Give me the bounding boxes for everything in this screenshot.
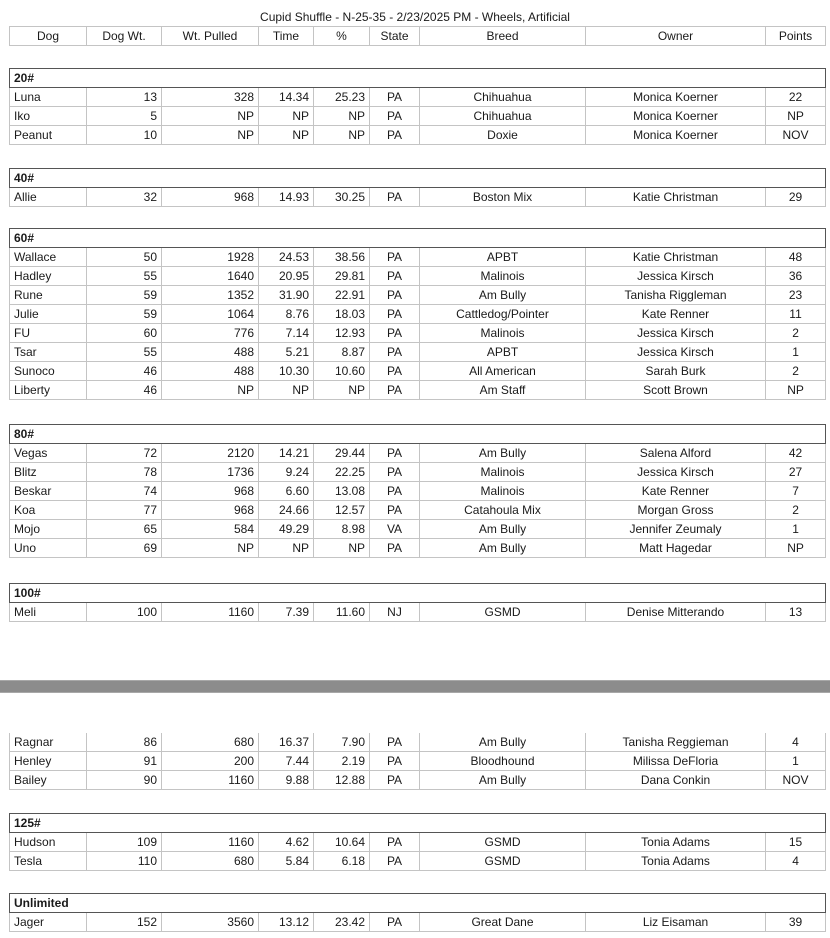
cell-breed: Bloodhound <box>420 752 586 771</box>
cell-points: 42 <box>766 444 826 463</box>
cell-time: 5.21 <box>259 343 314 362</box>
cell-state: PA <box>370 362 420 381</box>
cell-time: NP <box>259 381 314 400</box>
cell-weight-pulled: 1352 <box>162 286 259 305</box>
cell-state: PA <box>370 324 420 343</box>
cell-dog-weight: 72 <box>87 444 162 463</box>
cell-percent: 2.19 <box>314 752 370 771</box>
cell-points: 1 <box>766 343 826 362</box>
cell-points: NOV <box>766 126 826 145</box>
cell-time: NP <box>259 107 314 126</box>
cell-breed: Am Bully <box>420 539 586 558</box>
cell-owner: Monica Koerner <box>586 126 766 145</box>
cell-breed: GSMD <box>420 852 586 871</box>
cell-dog: Hadley <box>10 267 87 286</box>
cell-points: 1 <box>766 520 826 539</box>
cell-state: PA <box>370 463 420 482</box>
weight-class-table <box>9 813 826 871</box>
col-header-state: State <box>370 27 420 46</box>
cell-breed: Malinois <box>420 324 586 343</box>
page-break-divider <box>0 680 830 693</box>
cell-points: NP <box>766 107 826 126</box>
cell-time: 13.12 <box>259 913 314 932</box>
cell-owner: Tanisha Reggieman <box>586 733 766 752</box>
cell-time: 14.93 <box>259 188 314 207</box>
cell-weight-pulled: 1928 <box>162 248 259 267</box>
cell-time: 24.53 <box>259 248 314 267</box>
col-header-time: Time <box>259 27 314 46</box>
dog-result-row <box>10 852 826 871</box>
cell-breed: Malinois <box>420 482 586 501</box>
cell-time: 9.24 <box>259 463 314 482</box>
cell-percent: 8.87 <box>314 343 370 362</box>
cell-dog: Henley <box>10 752 87 771</box>
dog-result-row <box>10 343 826 362</box>
cell-points: 2 <box>766 324 826 343</box>
cell-dog-weight: 50 <box>87 248 162 267</box>
cell-dog-weight: 60 <box>87 324 162 343</box>
cell-weight-pulled: 680 <box>162 733 259 752</box>
cell-weight-pulled: 1160 <box>162 833 259 852</box>
cell-points: 11 <box>766 305 826 324</box>
weight-class-header-row <box>10 894 826 913</box>
cell-dog-weight: 91 <box>87 752 162 771</box>
cell-owner: Matt Hagedar <box>586 539 766 558</box>
weight-class-header-row <box>10 229 826 248</box>
cell-percent: 12.57 <box>314 501 370 520</box>
cell-owner: Sarah Burk <box>586 362 766 381</box>
cell-points: 15 <box>766 833 826 852</box>
cell-owner: Liz Eisaman <box>586 913 766 932</box>
cell-points: 13 <box>766 603 826 622</box>
cell-breed: Am Bully <box>420 771 586 790</box>
cell-points: 2 <box>766 501 826 520</box>
cell-breed: GSMD <box>420 833 586 852</box>
cell-dog-weight: 5 <box>87 107 162 126</box>
cell-points: 7 <box>766 482 826 501</box>
weight-class-label: 80# <box>10 425 826 444</box>
results-title: Cupid Shuffle - N-25-35 - 2/23/2025 PM - Wheels, Artificial <box>260 10 570 24</box>
cell-dog: Iko <box>10 107 87 126</box>
cell-weight-pulled: 328 <box>162 88 259 107</box>
cell-state: PA <box>370 267 420 286</box>
cell-owner: Milissa DeFloria <box>586 752 766 771</box>
cell-dog: Liberty <box>10 381 87 400</box>
weight-class-label: 20# <box>10 69 826 88</box>
dog-result-row <box>10 305 826 324</box>
dog-result-row <box>10 381 826 400</box>
cell-dog-weight: 86 <box>87 733 162 752</box>
weight-class-table <box>9 168 826 207</box>
cell-percent: 29.44 <box>314 444 370 463</box>
cell-weight-pulled: 1160 <box>162 771 259 790</box>
cell-dog: Bailey <box>10 771 87 790</box>
cell-dog: Uno <box>10 539 87 558</box>
cell-weight-pulled: 2120 <box>162 444 259 463</box>
cell-breed: APBT <box>420 248 586 267</box>
cell-state: PA <box>370 88 420 107</box>
cell-state: PA <box>370 733 420 752</box>
cell-dog-weight: 65 <box>87 520 162 539</box>
cell-dog: Allie <box>10 188 87 207</box>
cell-points: 4 <box>766 733 826 752</box>
cell-weight-pulled: 584 <box>162 520 259 539</box>
cell-state: PA <box>370 305 420 324</box>
cell-time: 14.21 <box>259 444 314 463</box>
dog-result-row <box>10 444 826 463</box>
cell-points: 23 <box>766 286 826 305</box>
cell-percent: 23.42 <box>314 913 370 932</box>
cell-weight-pulled: 776 <box>162 324 259 343</box>
cell-dog-weight: 46 <box>87 381 162 400</box>
cell-percent: NP <box>314 107 370 126</box>
cell-dog-weight: 110 <box>87 852 162 871</box>
cell-dog: Hudson <box>10 833 87 852</box>
cell-dog: Blitz <box>10 463 87 482</box>
dog-result-row <box>10 188 826 207</box>
weight-class-label: 60# <box>10 229 826 248</box>
col-header-points: Points <box>766 27 826 46</box>
cell-breed: APBT <box>420 343 586 362</box>
cell-percent: 10.60 <box>314 362 370 381</box>
column-header-table <box>9 26 826 46</box>
dog-result-row <box>10 771 826 790</box>
dog-result-row <box>10 913 826 932</box>
cell-dog-weight: 78 <box>87 463 162 482</box>
cell-time: NP <box>259 539 314 558</box>
cell-points: 36 <box>766 267 826 286</box>
cell-breed: Am Bully <box>420 286 586 305</box>
cell-percent: 38.56 <box>314 248 370 267</box>
cell-breed: All American <box>420 362 586 381</box>
cell-breed: Am Bully <box>420 520 586 539</box>
cell-dog-weight: 77 <box>87 501 162 520</box>
cell-dog-weight: 55 <box>87 343 162 362</box>
dog-result-row <box>10 520 826 539</box>
weight-class-header-row <box>10 425 826 444</box>
cell-breed: GSMD <box>420 603 586 622</box>
cell-percent: NP <box>314 381 370 400</box>
cell-owner: Jessica Kirsch <box>586 463 766 482</box>
cell-breed: Chihuahua <box>420 107 586 126</box>
weight-class-table <box>9 893 826 932</box>
cell-dog: Julie <box>10 305 87 324</box>
cell-state: PA <box>370 482 420 501</box>
dog-result-row <box>10 362 826 381</box>
cell-dog: Mojo <box>10 520 87 539</box>
cell-state: PA <box>370 852 420 871</box>
cell-owner: Katie Christman <box>586 188 766 207</box>
weight-class-header-row <box>10 69 826 88</box>
cell-breed: Malinois <box>420 267 586 286</box>
cell-weight-pulled: 968 <box>162 501 259 520</box>
cell-time: 8.76 <box>259 305 314 324</box>
cell-time: 49.29 <box>259 520 314 539</box>
cell-time: 7.44 <box>259 752 314 771</box>
cell-owner: Tanisha Riggleman <box>586 286 766 305</box>
cell-owner: Jennifer Zeumaly <box>586 520 766 539</box>
cell-time: 16.37 <box>259 733 314 752</box>
cell-owner: Kate Renner <box>586 305 766 324</box>
cell-state: PA <box>370 501 420 520</box>
dog-result-row <box>10 267 826 286</box>
cell-percent: 30.25 <box>314 188 370 207</box>
cell-dog-weight: 46 <box>87 362 162 381</box>
dog-result-row <box>10 501 826 520</box>
cell-state: PA <box>370 343 420 362</box>
cell-state: PA <box>370 248 420 267</box>
dog-result-row <box>10 603 826 622</box>
cell-state: PA <box>370 381 420 400</box>
cell-owner: Scott Brown <box>586 381 766 400</box>
cell-time: 4.62 <box>259 833 314 852</box>
cell-percent: 7.90 <box>314 733 370 752</box>
continued-results-table <box>9 733 826 790</box>
cell-time: 10.30 <box>259 362 314 381</box>
cell-points: 29 <box>766 188 826 207</box>
cell-points: NOV <box>766 771 826 790</box>
dog-result-row <box>10 126 826 145</box>
cell-breed: Malinois <box>420 463 586 482</box>
cell-weight-pulled: 3560 <box>162 913 259 932</box>
cell-points: 48 <box>766 248 826 267</box>
cell-dog: Jager <box>10 913 87 932</box>
cell-weight-pulled: 1640 <box>162 267 259 286</box>
cell-weight-pulled: 968 <box>162 188 259 207</box>
cell-time: NP <box>259 126 314 145</box>
cell-dog: Sunoco <box>10 362 87 381</box>
dog-result-row <box>10 88 826 107</box>
cell-dog: Vegas <box>10 444 87 463</box>
cell-dog: Ragnar <box>10 733 87 752</box>
cell-percent: NP <box>314 539 370 558</box>
cell-owner: Jessica Kirsch <box>586 343 766 362</box>
dog-result-row <box>10 324 826 343</box>
cell-percent: 8.98 <box>314 520 370 539</box>
cell-owner: Monica Koerner <box>586 107 766 126</box>
weight-class-label: 40# <box>10 169 826 188</box>
col-header-owner: Owner <box>586 27 766 46</box>
cell-dog-weight: 90 <box>87 771 162 790</box>
dog-result-row <box>10 733 826 752</box>
cell-weight-pulled: NP <box>162 381 259 400</box>
cell-state: PA <box>370 107 420 126</box>
cell-weight-pulled: NP <box>162 126 259 145</box>
cell-state: PA <box>370 126 420 145</box>
cell-percent: 10.64 <box>314 833 370 852</box>
cell-time: 31.90 <box>259 286 314 305</box>
cell-breed: Boston Mix <box>420 188 586 207</box>
cell-weight-pulled: 968 <box>162 482 259 501</box>
cell-state: PA <box>370 833 420 852</box>
cell-dog-weight: 109 <box>87 833 162 852</box>
cell-state: PA <box>370 539 420 558</box>
cell-owner: Dana Conkin <box>586 771 766 790</box>
cell-breed: Am Bully <box>420 733 586 752</box>
weight-class-table <box>9 583 826 622</box>
weight-class-table <box>9 68 826 145</box>
cell-time: 5.84 <box>259 852 314 871</box>
cell-weight-pulled: 488 <box>162 362 259 381</box>
cell-percent: 12.93 <box>314 324 370 343</box>
cell-percent: 6.18 <box>314 852 370 871</box>
cell-breed: Am Staff <box>420 381 586 400</box>
cell-points: 22 <box>766 88 826 107</box>
cell-dog-weight: 152 <box>87 913 162 932</box>
cell-weight-pulled: 1064 <box>162 305 259 324</box>
cell-time: 7.14 <box>259 324 314 343</box>
cell-weight-pulled: NP <box>162 107 259 126</box>
cell-owner: Denise Mitterando <box>586 603 766 622</box>
cell-percent: 13.08 <box>314 482 370 501</box>
cell-breed: Am Bully <box>420 444 586 463</box>
cell-points: NP <box>766 539 826 558</box>
cell-percent: 18.03 <box>314 305 370 324</box>
cell-points: 4 <box>766 852 826 871</box>
cell-breed: Great Dane <box>420 913 586 932</box>
cell-dog-weight: 55 <box>87 267 162 286</box>
cell-time: 7.39 <box>259 603 314 622</box>
weight-class-header-row <box>10 169 826 188</box>
cell-time: 24.66 <box>259 501 314 520</box>
column-header-row <box>10 27 826 46</box>
cell-dog: Koa <box>10 501 87 520</box>
cell-weight-pulled: 1160 <box>162 603 259 622</box>
cell-dog: Beskar <box>10 482 87 501</box>
weight-class-table <box>9 228 826 400</box>
cell-state: PA <box>370 771 420 790</box>
cell-owner: Tonia Adams <box>586 833 766 852</box>
cell-weight-pulled: 488 <box>162 343 259 362</box>
cell-dog: Tsar <box>10 343 87 362</box>
weight-class-header-row <box>10 814 826 833</box>
weight-class-table <box>9 424 826 558</box>
cell-points: 1 <box>766 752 826 771</box>
cell-percent: 12.88 <box>314 771 370 790</box>
cell-time: 14.34 <box>259 88 314 107</box>
cell-weight-pulled: 1736 <box>162 463 259 482</box>
cell-dog-weight: 59 <box>87 286 162 305</box>
dog-result-row <box>10 463 826 482</box>
cell-time: 6.60 <box>259 482 314 501</box>
cell-state: PA <box>370 188 420 207</box>
cell-breed: Cattledog/Pointer <box>420 305 586 324</box>
cell-owner: Monica Koerner <box>586 88 766 107</box>
cell-owner: Tonia Adams <box>586 852 766 871</box>
cell-points: 39 <box>766 913 826 932</box>
dog-result-row <box>10 539 826 558</box>
cell-dog: Rune <box>10 286 87 305</box>
cell-time: 20.95 <box>259 267 314 286</box>
cell-breed: Doxie <box>420 126 586 145</box>
col-header-breed: Breed <box>420 27 586 46</box>
col-header-dog-weight: Dog Wt. <box>87 27 162 46</box>
cell-dog-weight: 100 <box>87 603 162 622</box>
col-header-percent: % <box>314 27 370 46</box>
cell-dog: Luna <box>10 88 87 107</box>
weight-class-label: 125# <box>10 814 826 833</box>
cell-dog: Wallace <box>10 248 87 267</box>
col-header-dog: Dog <box>10 27 87 46</box>
dog-result-row <box>10 248 826 267</box>
cell-points: 27 <box>766 463 826 482</box>
cell-percent: 11.60 <box>314 603 370 622</box>
cell-dog-weight: 32 <box>87 188 162 207</box>
cell-weight-pulled: 680 <box>162 852 259 871</box>
cell-weight-pulled: NP <box>162 539 259 558</box>
cell-owner: Jessica Kirsch <box>586 324 766 343</box>
cell-state: PA <box>370 444 420 463</box>
cell-owner: Jessica Kirsch <box>586 267 766 286</box>
cell-dog-weight: 10 <box>87 126 162 145</box>
cell-percent: 29.81 <box>314 267 370 286</box>
dog-result-row <box>10 482 826 501</box>
dog-result-row <box>10 286 826 305</box>
cell-breed: Chihuahua <box>420 88 586 107</box>
cell-dog: FU <box>10 324 87 343</box>
cell-points: 2 <box>766 362 826 381</box>
cell-dog-weight: 69 <box>87 539 162 558</box>
cell-dog: Tesla <box>10 852 87 871</box>
dog-result-row <box>10 833 826 852</box>
dog-result-row <box>10 752 826 771</box>
cell-owner: Katie Christman <box>586 248 766 267</box>
cell-owner: Salena Alford <box>586 444 766 463</box>
cell-percent: 25.23 <box>314 88 370 107</box>
cell-owner: Morgan Gross <box>586 501 766 520</box>
cell-dog-weight: 13 <box>87 88 162 107</box>
cell-dog: Peanut <box>10 126 87 145</box>
cell-dog-weight: 59 <box>87 305 162 324</box>
weight-class-header-row <box>10 584 826 603</box>
cell-state: VA <box>370 520 420 539</box>
cell-state: NJ <box>370 603 420 622</box>
weight-class-label: Unlimited <box>10 894 826 913</box>
cell-percent: 22.91 <box>314 286 370 305</box>
cell-owner: Kate Renner <box>586 482 766 501</box>
cell-points: NP <box>766 381 826 400</box>
dog-result-row <box>10 107 826 126</box>
cell-state: PA <box>370 913 420 932</box>
cell-breed: Catahoula Mix <box>420 501 586 520</box>
cell-state: PA <box>370 752 420 771</box>
cell-percent: NP <box>314 126 370 145</box>
weight-class-label: 100# <box>10 584 826 603</box>
cell-dog: Meli <box>10 603 87 622</box>
cell-dog-weight: 74 <box>87 482 162 501</box>
col-header-weight-pulled: Wt. Pulled <box>162 27 259 46</box>
cell-state: PA <box>370 286 420 305</box>
cell-time: 9.88 <box>259 771 314 790</box>
cell-percent: 22.25 <box>314 463 370 482</box>
cell-weight-pulled: 200 <box>162 752 259 771</box>
